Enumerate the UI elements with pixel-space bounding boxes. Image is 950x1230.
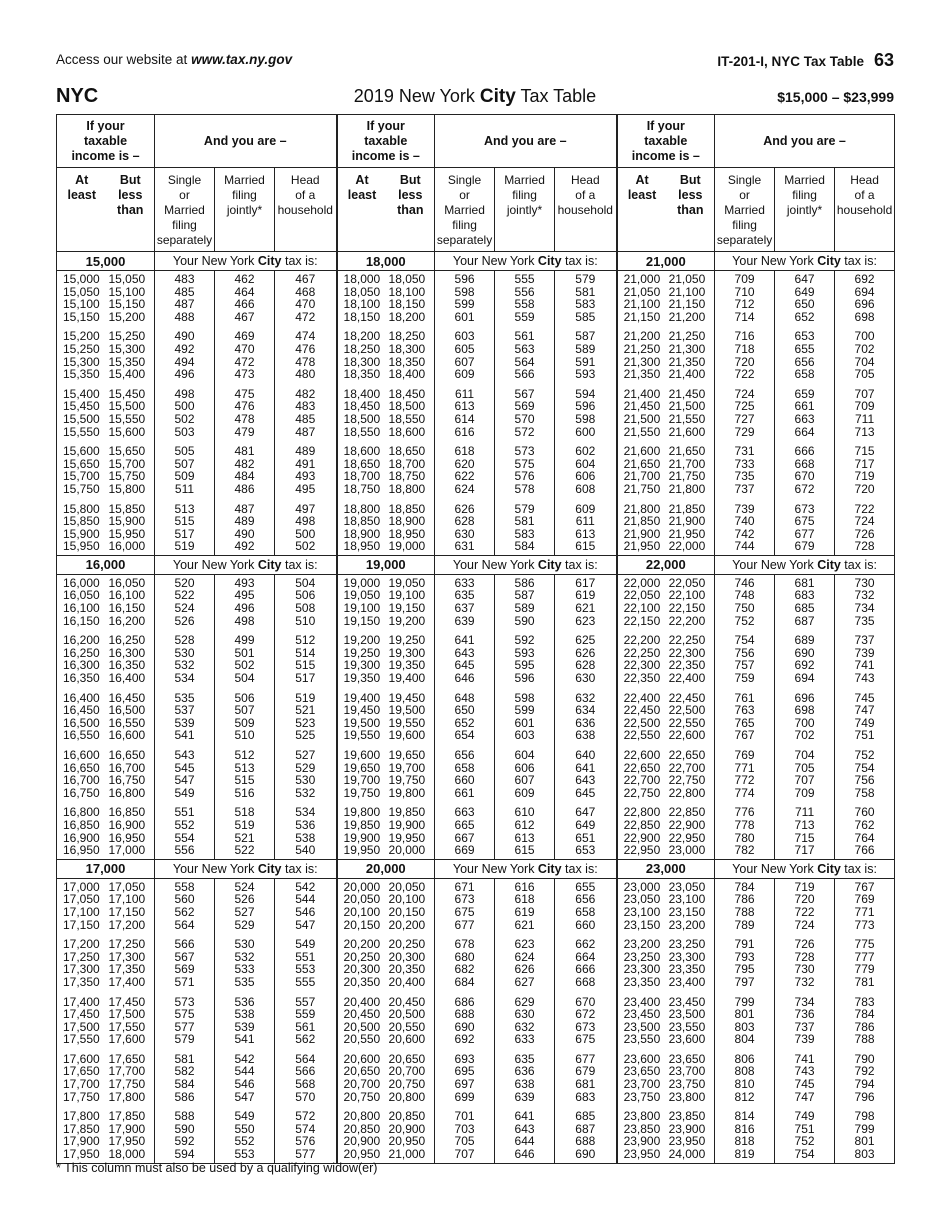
tax-head-of-household: 617 619 621 623 (555, 574, 617, 632)
tax-single: 791 793 795 797 (715, 936, 775, 993)
block-thousand-label: 18,000 (337, 252, 435, 271)
block-tax-note: Your New York City tax is: (155, 252, 337, 271)
header-head-of-household: Head of a household (275, 168, 337, 252)
header-if-taxable: If your taxable income is – (57, 115, 155, 168)
header-at-least: At least (337, 168, 387, 252)
tax-married-jointly: 719 720 722 724 (775, 878, 835, 936)
tax-married-jointly: 586 587 589 590 (495, 574, 555, 632)
income-at-least: 21,600 21,650 21,700 21,750 (623, 444, 661, 496)
table-row (57, 747, 895, 804)
income-but-less-than: 22,650 22,700 22,750 22,800 (667, 747, 715, 804)
tax-single: 641 643 645 646 (435, 632, 495, 689)
tax-married-jointly: 469 470 472 473 (215, 328, 275, 385)
header-and-you-are: And you are – (155, 115, 337, 168)
tax-head-of-household: 482 483 485 487 (275, 386, 337, 443)
income-but-less-than: 16,450 16,500 16,550 16,600 (107, 690, 155, 747)
income-at-least: 15,600 15,650 15,700 15,750 (63, 444, 100, 496)
tax-single: 663 665 667 669 (435, 804, 495, 859)
income-at-least: 19,400 19,450 19,500 19,550 (343, 690, 381, 743)
tax-married-jointly: 726 728 730 732 (775, 936, 835, 993)
tax-married-jointly: 536 538 539 541 (215, 994, 275, 1051)
tax-married-jointly: 579 581 583 584 (495, 501, 555, 556)
tax-head-of-household: 557 559 561 562 (275, 994, 337, 1051)
income-but-less-than: 16,250 16,300 16,350 16,400 (107, 632, 155, 689)
income-but-less-than: 21,450 21,500 21,550 21,600 (667, 386, 715, 443)
tax-single: 799 801 803 804 (715, 994, 775, 1051)
income-at-least: 21,400 21,450 21,500 21,550 (623, 386, 661, 439)
tax-head-of-household: 474 476 478 480 (275, 328, 337, 385)
table-row (57, 1051, 895, 1108)
income-at-least: 21,800 21,850 21,900 21,950 (623, 501, 661, 554)
income-at-least: 16,200 16,250 16,300 16,350 (63, 633, 100, 686)
block-tax-note: Your New York City tax is: (435, 555, 617, 574)
tax-head-of-household: 730 732 734 735 (854, 575, 875, 628)
block-header-row (57, 859, 895, 878)
income-at-least: 18,000 18,050 18,100 18,150 (343, 272, 381, 324)
table-row (57, 328, 895, 385)
tax-head-of-household: 685 687 688 690 (555, 1108, 617, 1163)
income-at-least: 15,400 15,450 15,500 15,550 (63, 386, 100, 439)
tax-single: 746 748 750 752 (715, 574, 775, 632)
table-body (57, 252, 895, 1164)
tax-married-jointly: 512 513 515 516 (215, 747, 275, 804)
tax-table (56, 114, 895, 1164)
income-but-less-than: 19,650 19,700 19,750 19,800 (387, 747, 435, 804)
block-thousand-label: 19,000 (337, 555, 435, 574)
income-but-less-than: 22,850 22,900 22,950 23,000 (667, 804, 715, 859)
tax-head-of-household: 549 551 553 555 (275, 936, 337, 993)
table-row (57, 632, 895, 689)
tax-married-jointly: 592 593 595 596 (495, 632, 555, 689)
tax-single: 716 718 720 722 (715, 328, 775, 385)
income-at-least: 20,400 20,450 20,500 20,550 (343, 994, 381, 1047)
tax-head-of-household: 572 574 576 577 (275, 1108, 337, 1163)
tax-single: 505 507 509 511 (155, 443, 215, 500)
table-header (57, 115, 895, 252)
header-row-top (57, 115, 895, 168)
tax-married-jointly: 635 636 638 639 (495, 1051, 555, 1108)
income-but-less-than: 22,450 22,500 22,550 22,600 (667, 690, 715, 747)
tax-head-of-household: 489 491 493 495 (275, 443, 337, 500)
tax-married-jointly: 696 698 700 702 (775, 690, 835, 747)
block-tax-note: Your New York City tax is: (435, 859, 617, 878)
tax-married-jointly: 704 705 707 709 (775, 747, 835, 804)
header-but-less-than: But less than (667, 168, 715, 252)
income-at-least: 18,800 18,850 18,900 18,950 (343, 501, 381, 554)
tax-married-jointly: 673 675 677 679 (775, 501, 835, 556)
tax-head-of-household: 722 724 726 728 (854, 501, 875, 554)
header-married-jointly: Married filing jointly* (215, 168, 275, 252)
tax-head-of-household: 707 709 711 713 (854, 386, 875, 439)
tax-married-jointly: 623 624 626 627 (495, 936, 555, 993)
tax-single: 558 560 562 564 (155, 878, 215, 936)
tax-head-of-household: 670 672 673 675 (555, 994, 617, 1051)
tax-head-of-household: 640 641 643 645 (555, 747, 617, 804)
income-but-less-than: 18,450 18,500 18,550 18,600 (387, 386, 435, 443)
block-thousand-label: 23,000 (617, 859, 715, 878)
income-but-less-than: 23,850 23,900 23,950 24,000 (667, 1108, 715, 1163)
tax-married-jointly: 561 563 564 566 (495, 328, 555, 385)
block-thousand-label: 22,000 (617, 555, 715, 574)
table-row (57, 994, 895, 1051)
income-at-least: 23,000 23,050 23,100 23,150 (623, 879, 661, 932)
footnote: * This column must also be used by a qualifying widow(er) (56, 1161, 378, 1175)
income-but-less-than: 17,850 17,900 17,950 18,000 (107, 1108, 155, 1163)
income-at-least: 21,200 21,250 21,300 21,350 (623, 329, 661, 382)
tax-married-jointly: 659 661 663 664 (775, 386, 835, 443)
income-but-less-than: 20,450 20,500 20,550 20,600 (387, 994, 435, 1051)
tax-head-of-household: 609 611 613 615 (555, 501, 617, 556)
website-line: Access our website at www.tax.ny.gov (56, 52, 293, 67)
income-but-less-than: 17,050 17,100 17,150 17,200 (107, 878, 155, 936)
income-at-least: 15,000 15,050 15,100 15,150 (63, 272, 100, 324)
block-thousand-label: 21,000 (617, 252, 715, 271)
header-and-you-are: And you are – (715, 115, 895, 168)
tax-married-jointly: 475 476 478 479 (215, 386, 275, 443)
header-head-of-household: Head of a household (555, 168, 617, 252)
income-at-least: 22,000 22,050 22,100 22,150 (623, 575, 661, 628)
header-single: Single or Married filing separately (435, 168, 495, 252)
header-married-jointly: Married filing jointly* (495, 168, 555, 252)
block-thousand-label: 20,000 (337, 859, 435, 878)
block-tax-note: Your New York City tax is: (435, 252, 617, 271)
tax-head-of-household: 579 581 583 585 (555, 271, 617, 329)
tax-single: 693 695 697 699 (435, 1051, 495, 1108)
tax-head-of-household: 655 656 658 660 (555, 878, 617, 936)
income-but-less-than: 23,450 23,500 23,550 23,600 (667, 994, 715, 1051)
tax-married-jointly: 549 550 552 553 (215, 1108, 275, 1163)
tax-single: 633 635 637 639 (435, 574, 495, 632)
header-if-taxable: If your taxable income is – (617, 115, 715, 168)
income-but-less-than: 21,850 21,900 21,950 22,000 (667, 501, 715, 556)
income-but-less-than: 17,250 17,300 17,350 17,400 (107, 936, 155, 993)
tax-head-of-household: 767 769 771 773 (854, 879, 875, 932)
tax-married-jointly: 518 519 521 522 (215, 804, 275, 859)
income-but-less-than: 23,650 23,700 23,750 23,800 (667, 1051, 715, 1108)
tax-married-jointly: 481 482 484 486 (215, 443, 275, 500)
income-at-least: 22,400 22,450 22,500 22,550 (623, 690, 661, 743)
tax-head-of-household: 775 777 779 781 (854, 937, 875, 989)
tax-single: 520 522 524 526 (155, 574, 215, 632)
block-header-row (57, 252, 895, 271)
block-tax-note: Your New York City tax is: (715, 252, 895, 271)
tax-married-jointly: 711 713 715 717 (775, 804, 835, 859)
tax-head-of-household: 632 634 636 638 (555, 690, 617, 747)
tax-married-jointly: 542 544 546 547 (215, 1051, 275, 1108)
tax-married-jointly: 629 630 632 633 (495, 994, 555, 1051)
income-but-less-than: 20,650 20,700 20,750 20,800 (387, 1051, 435, 1108)
table-row (57, 501, 895, 556)
tax-married-jointly: 647 649 650 652 (775, 271, 835, 329)
block-thousand-label: 17,000 (57, 859, 155, 878)
income-but-less-than: 18,050 18,100 18,150 18,200 (387, 271, 435, 329)
tax-single: 535 537 539 541 (155, 690, 215, 747)
income-at-least: 17,600 17,650 17,700 17,750 (63, 1051, 100, 1104)
tax-single: 769 771 772 774 (715, 747, 775, 804)
tax-single: 596 598 599 601 (435, 271, 495, 329)
income-but-less-than: 15,050 15,100 15,150 15,200 (107, 271, 155, 329)
income-at-least: 23,400 23,450 23,500 23,550 (623, 994, 661, 1047)
income-but-less-than: 23,050 23,100 23,150 23,200 (667, 878, 715, 936)
tax-married-jointly: 506 507 509 510 (215, 690, 275, 747)
income-at-least: 17,000 17,050 17,100 17,150 (63, 879, 100, 932)
tax-single: 483 485 487 488 (155, 271, 215, 329)
tax-married-jointly: 610 612 613 615 (495, 804, 555, 859)
tax-single: 754 756 757 759 (715, 632, 775, 689)
header-at-least: At least (617, 168, 667, 252)
tax-single: 588 590 592 594 (155, 1108, 215, 1163)
tax-single: 806 808 810 812 (715, 1051, 775, 1108)
income-but-less-than: 16,850 16,900 16,950 17,000 (107, 804, 155, 859)
income-but-less-than: 21,250 21,300 21,350 21,400 (667, 328, 715, 385)
income-at-least: 16,600 16,650 16,700 16,750 (63, 748, 100, 800)
tax-head-of-household: 594 596 598 600 (555, 386, 617, 443)
header-and-you-are: And you are – (435, 115, 617, 168)
tax-married-jointly: 462 464 466 467 (215, 271, 275, 329)
income-but-less-than: 16,650 16,700 16,750 16,800 (107, 747, 155, 804)
tax-head-of-household: 527 529 530 532 (275, 747, 337, 804)
table-row (57, 804, 895, 859)
income-at-least: 17,200 17,250 17,300 17,350 (63, 937, 100, 989)
income-range: $15,000 – $23,999 (777, 89, 894, 105)
income-but-less-than: 19,450 19,500 19,550 19,600 (387, 690, 435, 747)
tax-single: 490 492 494 496 (155, 328, 215, 385)
income-at-least: 18,200 18,250 18,300 18,350 (343, 329, 381, 382)
tax-married-jointly: 604 606 607 609 (495, 747, 555, 804)
table-title-bar (56, 85, 894, 111)
income-at-least: 19,200 19,250 19,300 19,350 (343, 633, 381, 686)
block-thousand-label: 15,000 (57, 252, 155, 271)
income-at-least: 16,000 16,050 16,100 16,150 (63, 575, 100, 628)
table-row (57, 574, 895, 632)
income-but-less-than: 18,650 18,700 18,750 18,800 (387, 443, 435, 500)
income-at-least: 22,600 22,650 22,700 22,750 (623, 748, 661, 800)
tax-single: 784 786 788 789 (715, 878, 775, 936)
income-at-least: 20,000 20,050 20,100 20,150 (343, 879, 381, 932)
block-tax-note: Your New York City tax is: (155, 555, 337, 574)
tax-married-jointly: 741 743 745 747 (775, 1051, 835, 1108)
tax-married-jointly: 573 575 576 578 (495, 443, 555, 500)
tax-single: 814 816 818 819 (715, 1108, 775, 1163)
tax-head-of-household: 564 566 568 570 (275, 1051, 337, 1108)
tax-head-of-household: 662 664 666 668 (555, 936, 617, 993)
page-header (56, 52, 894, 72)
tax-head-of-household: 677 679 681 683 (555, 1051, 617, 1108)
income-at-least: 23,800 23,850 23,900 23,950 (623, 1109, 661, 1162)
table-row (57, 878, 895, 936)
header-single: Single or Married filing separately (155, 168, 215, 252)
income-but-less-than: 20,850 20,900 20,950 21,000 (387, 1108, 435, 1163)
tax-head-of-household: 602 604 606 608 (555, 443, 617, 500)
tax-head-of-household: 512 514 515 517 (275, 632, 337, 689)
income-but-less-than: 18,250 18,300 18,350 18,400 (387, 328, 435, 385)
tax-married-jointly: 493 495 496 498 (215, 574, 275, 632)
income-but-less-than: 15,650 15,700 15,750 15,800 (107, 443, 155, 500)
tax-single: 513 515 517 519 (155, 501, 215, 556)
income-at-least: 20,800 20,850 20,900 20,950 (343, 1109, 381, 1162)
tax-head-of-household: 504 506 508 510 (275, 574, 337, 632)
tax-married-jointly: 616 618 619 621 (495, 878, 555, 936)
income-but-less-than: 15,250 15,300 15,350 15,400 (107, 328, 155, 385)
tax-head-of-household: 798 799 801 803 (854, 1109, 875, 1162)
header-head-of-household: Head of a household (835, 168, 895, 252)
tax-single: 551 552 554 556 (155, 804, 215, 859)
tax-single: 671 673 675 677 (435, 878, 495, 936)
tax-married-jointly: 555 556 558 559 (495, 271, 555, 329)
block-tax-note: Your New York City tax is: (715, 555, 895, 574)
tax-head-of-household: 497 498 500 502 (275, 501, 337, 556)
income-but-less-than: 19,250 19,300 19,350 19,400 (387, 632, 435, 689)
table-row (57, 386, 895, 443)
tax-single: 581 582 584 586 (155, 1051, 215, 1108)
tax-head-of-household: 700 702 704 705 (854, 329, 875, 382)
tax-married-jointly: 530 532 533 535 (215, 936, 275, 993)
tax-single: 566 567 569 571 (155, 936, 215, 993)
income-at-least: 19,800 19,850 19,900 19,950 (343, 805, 381, 858)
header-but-less-than: But less than (387, 168, 435, 252)
header-row-columns (57, 168, 895, 252)
tax-single: 761 763 765 767 (715, 690, 775, 747)
income-but-less-than: 15,450 15,500 15,550 15,600 (107, 386, 155, 443)
tax-single: 528 530 532 534 (155, 632, 215, 689)
tax-single: 701 703 705 707 (435, 1108, 495, 1163)
block-header-row (57, 555, 895, 574)
income-but-less-than: 19,050 19,100 19,150 19,200 (387, 574, 435, 632)
tax-single: 724 725 727 729 (715, 386, 775, 443)
tax-head-of-household: 467 468 470 472 (275, 271, 337, 329)
income-at-least: 17,400 17,450 17,500 17,550 (63, 994, 100, 1047)
tax-head-of-household: 752 754 756 758 (854, 748, 875, 800)
income-but-less-than: 22,050 22,100 22,150 22,200 (667, 574, 715, 632)
block-tax-note: Your New York City tax is: (155, 859, 337, 878)
income-at-least: 20,200 20,250 20,300 20,350 (343, 937, 381, 989)
website-link[interactable]: www.tax.ny.gov (191, 52, 293, 67)
tax-single: 611 613 614 616 (435, 386, 495, 443)
income-at-least: 20,600 20,650 20,700 20,750 (343, 1051, 381, 1104)
tax-head-of-household: 745 747 749 751 (854, 690, 875, 743)
income-at-least: 22,800 22,850 22,900 22,950 (623, 805, 661, 858)
tax-head-of-household: 625 626 628 630 (555, 632, 617, 689)
income-at-least: 15,800 15,850 15,900 15,950 (63, 501, 100, 554)
income-at-least: 19,000 19,050 19,100 19,150 (343, 575, 381, 628)
income-at-least: 17,800 17,850 17,900 17,950 (63, 1109, 100, 1162)
tax-married-jointly: 666 668 670 672 (775, 443, 835, 500)
tax-head-of-household: 737 739 741 743 (854, 633, 875, 686)
income-but-less-than: 17,650 17,700 17,750 17,800 (107, 1051, 155, 1108)
nyc-label: NYC (56, 85, 99, 107)
income-at-least: 23,600 23,650 23,700 23,750 (623, 1051, 661, 1104)
income-at-least: 21,000 21,050 21,100 21,150 (623, 272, 661, 324)
tax-single: 709 710 712 714 (715, 271, 775, 329)
income-at-least: 18,600 18,650 18,700 18,750 (343, 444, 381, 496)
tax-single: 573 575 577 579 (155, 994, 215, 1051)
income-at-least: 16,800 16,850 16,900 16,950 (63, 805, 100, 858)
header-married-jointly: Married filing jointly* (775, 168, 835, 252)
income-but-less-than: 20,050 20,100 20,150 20,200 (387, 878, 435, 936)
income-at-least: 16,400 16,450 16,500 16,550 (63, 690, 100, 743)
tax-head-of-household: 715 717 719 720 (854, 444, 875, 496)
tax-married-jointly: 689 690 692 694 (775, 632, 835, 689)
income-but-less-than: 21,650 21,700 21,750 21,800 (667, 443, 715, 500)
tax-head-of-household: 790 792 794 796 (854, 1051, 875, 1104)
tax-head-of-household: 760 762 764 766 (854, 805, 875, 858)
page-number: 63 (873, 50, 894, 70)
income-but-less-than: 17,450 17,500 17,550 17,600 (107, 994, 155, 1051)
income-but-less-than: 15,850 15,900 15,950 16,000 (107, 501, 155, 556)
tax-single: 656 658 660 661 (435, 747, 495, 804)
tax-married-jointly: 567 569 570 572 (495, 386, 555, 443)
block-tax-note: Your New York City tax is: (715, 859, 895, 878)
income-but-less-than: 23,250 23,300 23,350 23,400 (667, 936, 715, 993)
income-but-less-than: 16,050 16,100 16,150 16,200 (107, 574, 155, 632)
tax-married-jointly: 681 683 685 687 (775, 574, 835, 632)
income-at-least: 22,200 22,250 22,300 22,350 (623, 633, 661, 686)
tax-single: 678 680 682 684 (435, 936, 495, 993)
header-but-less-than: But less than (107, 168, 155, 252)
tax-married-jointly: 487 489 490 492 (215, 501, 275, 556)
form-id: IT-201-I, NYC Tax Table 63 (717, 50, 894, 70)
tax-head-of-household: 519 521 523 525 (275, 690, 337, 747)
tax-single: 543 545 547 549 (155, 747, 215, 804)
tax-single: 603 605 607 609 (435, 328, 495, 385)
tax-single: 686 688 690 692 (435, 994, 495, 1051)
tax-head-of-household: 647 649 651 653 (555, 804, 617, 859)
block-thousand-label: 16,000 (57, 555, 155, 574)
tax-married-jointly: 641 643 644 646 (495, 1108, 555, 1163)
tax-married-jointly: 749 751 752 754 (775, 1108, 835, 1163)
income-but-less-than: 19,850 19,900 19,950 20,000 (387, 804, 435, 859)
income-at-least: 23,200 23,250 23,300 23,350 (623, 937, 661, 989)
income-at-least: 15,200 15,250 15,300 15,350 (63, 329, 100, 382)
table-row (57, 690, 895, 747)
table-row (57, 936, 895, 993)
tax-single: 739 740 742 744 (715, 501, 775, 556)
income-but-less-than: 20,250 20,300 20,350 20,400 (387, 936, 435, 993)
header-at-least: At least (57, 168, 107, 252)
table-row (57, 271, 895, 329)
income-but-less-than: 22,250 22,300 22,350 22,400 (667, 632, 715, 689)
income-at-least: 18,400 18,450 18,500 18,550 (343, 386, 381, 439)
page-title: 2019 New York City Tax Table (353, 86, 597, 107)
table-row (57, 443, 895, 500)
tax-married-jointly: 524 526 527 529 (215, 878, 275, 936)
tax-married-jointly: 653 655 656 658 (775, 328, 835, 385)
tax-married-jointly: 499 501 502 504 (215, 632, 275, 689)
tax-head-of-household: 542 544 546 547 (275, 878, 337, 936)
tax-single: 776 778 780 782 (715, 804, 775, 859)
tax-single: 498 500 502 503 (155, 386, 215, 443)
tax-single: 618 620 622 624 (435, 443, 495, 500)
table-row (57, 1108, 895, 1163)
tax-single: 626 628 630 631 (435, 501, 495, 556)
income-but-less-than: 21,050 21,100 21,150 21,200 (667, 271, 715, 329)
income-but-less-than: 18,850 18,900 18,950 19,000 (387, 501, 435, 556)
header-if-taxable: If your taxable income is – (337, 115, 435, 168)
income-at-least: 19,600 19,650 19,700 19,750 (343, 748, 381, 800)
tax-married-jointly: 734 736 737 739 (775, 994, 835, 1051)
tax-single: 648 650 652 654 (435, 690, 495, 747)
tax-single: 731 733 735 737 (715, 443, 775, 500)
tax-head-of-household: 587 589 591 593 (555, 328, 617, 385)
header-single: Single or Married filing separately (715, 168, 775, 252)
tax-married-jointly: 598 599 601 603 (495, 690, 555, 747)
tax-head-of-household: 783 784 786 788 (854, 994, 875, 1047)
tax-head-of-household: 534 536 538 540 (275, 804, 337, 859)
tax-head-of-household: 692 694 696 698 (854, 272, 875, 324)
